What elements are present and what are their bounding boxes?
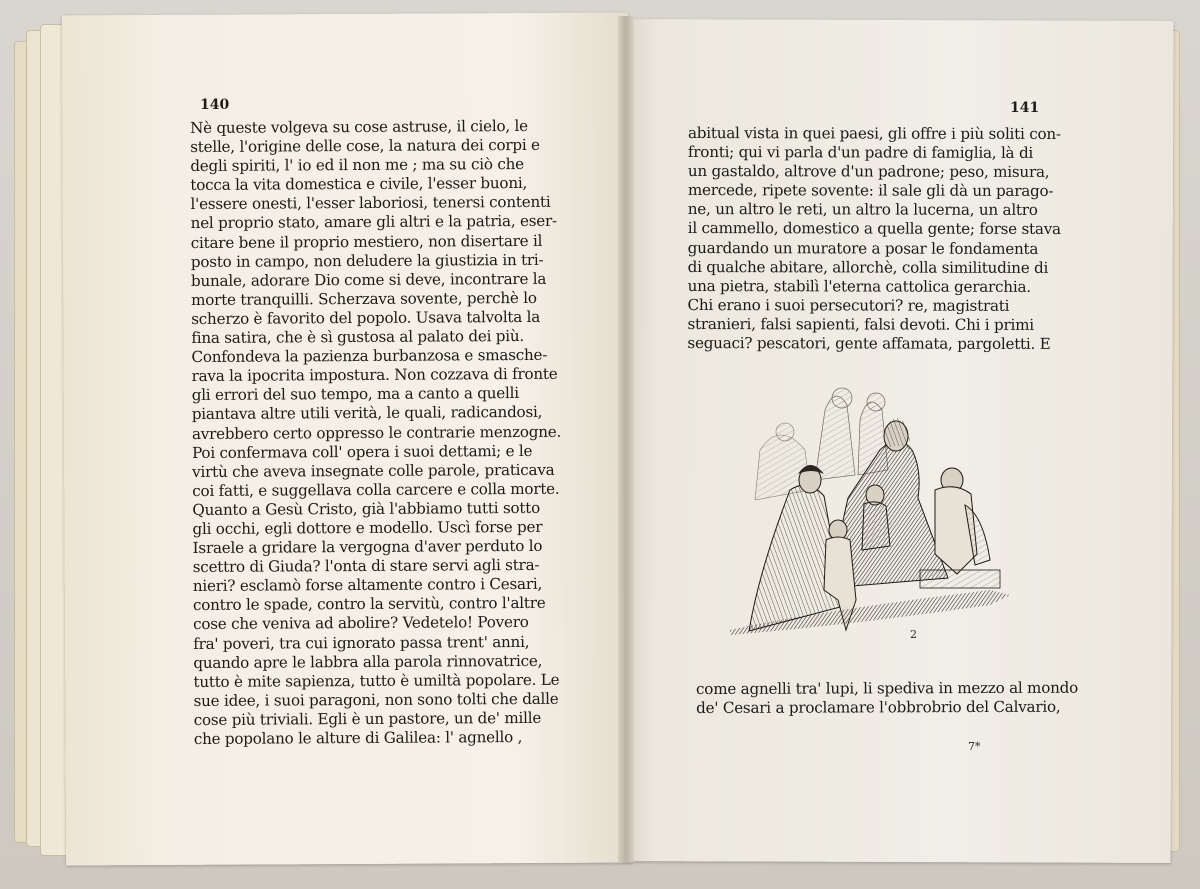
text-line: fina satira, che è sì gustosa al palato dei più. — [191, 326, 525, 348]
text-line: morte tranquilli. Scherzava sovente, perchè lo — [191, 288, 537, 309]
text-line: il cammello, domestico a quella gente; forse stava — [687, 219, 1061, 239]
text-line: scherzo è favorito del popolo. Usava talvolta la — [191, 307, 541, 328]
text-line: citare bene il proprio mestiero, non disertare il — [190, 231, 543, 252]
text-line: sue idee, i suoi paragoni, non sono tolti che dalle — [193, 689, 559, 710]
text-line: rava la ipocrita impostura. Non cozzava di fronte — [191, 364, 558, 386]
text-line: contro le spade, contro la servitù, contro l'altre — [192, 594, 546, 615]
text-line: Israele a gridare la vergogna d'aver perduto lo — [192, 536, 543, 558]
text-line: tocca la vita domestica e civile, l'esser buoni, — [190, 174, 528, 195]
right-page-number: 141 — [1010, 100, 1040, 116]
text-line: l'essere onesti, l'esser laboriosi, tenersi contenti — [190, 193, 551, 214]
text-line: stelle, l'origine delle cose, la natura dei corpi e — [190, 135, 540, 157]
text-line: di qualche abitare, allorchè, colla similitudine di — [687, 257, 1049, 277]
text-line: Poi confermava coll' opera i suoi dettami; e le — [191, 441, 533, 462]
right-page-text-top — [687, 124, 1061, 354]
text-line: quando apre le labbra alla parola rinnovatrice, — [193, 651, 543, 672]
text-line: avrebbero certo oppresso le contrarie menzogne. — [191, 422, 562, 443]
plate-mark: 2 — [910, 628, 917, 641]
text-line: abitual vista in quei paesi, gli offre i più soliti con- — [687, 124, 1061, 143]
text-line: mercede, ripete sovente: il sale gli dà un parago- — [687, 181, 1054, 201]
left-page-text — [190, 117, 563, 749]
book-gutter — [618, 16, 634, 862]
text-line: Confondeva la pazienza burbanzosa e smasche- — [191, 345, 548, 367]
text-line: scettro di Giuda? l'onta di stare servi agli stra- — [192, 556, 540, 577]
text-line: nieri? esclamò forse altamente contro i Cesari, — [192, 575, 543, 596]
text-line: virtù che aveva insegnate colle parole, praticava — [192, 460, 555, 481]
text-line: fronti; qui vi parla d'un padre di famiglia, là di — [687, 143, 1034, 162]
text-line: che popolano le alture di Galilea: l' agnello , — [193, 727, 523, 748]
text-line: stranieri, falsi sapienti, falsi devoti. Chi i primi — [687, 314, 1034, 334]
text-line: ne, un altro le reti, un altro la lucerna, un altro — [687, 200, 1038, 220]
engraving-christ-with-children — [730, 380, 1030, 645]
text-line: come agnelli tra' lupi, li spediva in mezzo al mondo — [696, 678, 1079, 698]
text-line: una pietra, stabilì l'eterna cattolica gerarchia. — [687, 276, 1031, 296]
text-line: cose che veniva ad abolire? Vedetelo! Povero — [193, 613, 529, 634]
left-page-number: 140 — [200, 97, 230, 113]
text-line: gli occhi, egli dottore e modello. Uscì forse per — [192, 517, 543, 538]
right-page-text-bottom — [696, 679, 1078, 719]
text-line: coi fatti, e suggellava colla carcere e colla morte. — [192, 479, 560, 500]
text-line: un gastaldo, altrove d'un padrone; peso, misura, — [687, 162, 1050, 182]
text-line: posto in campo, non deludere la giustizia in tri- — [190, 250, 544, 271]
text-line: cose più triviali. Egli è un pastore, un de' mille — [193, 708, 542, 729]
text-line: seguaci? pescatori, gente affamata, pargoletti. E — [687, 334, 1051, 353]
text-line: Quanto a Gesù Cristo, già l'abbiamo tutti sotto — [192, 498, 541, 519]
text-line: Nè queste volgeva su cose astruse, il cielo, le — [190, 116, 528, 137]
text-line: de' Cesari a proclamare l'obbrobrio del Calvario, — [696, 697, 1061, 718]
signature-mark: 7* — [968, 740, 981, 753]
text-line: guardando un muratore a posar le fondamenta — [687, 238, 1039, 258]
text-line: piantava altre utili verità, le quali, radicandosi, — [191, 403, 543, 424]
text-line: gli errori del suo tempo, ma a canto a quelli — [191, 384, 519, 405]
text-line: nel proprio stato, amare gli altri e la patria, eser- — [190, 212, 557, 233]
text-line: degli spiriti, l' io ed il non me ; ma su ciò che — [190, 155, 524, 176]
text-line: tutto è mite sapienza, tutto è umiltà popolare. Le — [193, 670, 560, 691]
text-line: Chi erano i suoi persecutori? re, magistrati — [687, 295, 1010, 315]
text-line: bunale, adorare Dio come si deve, incontrare la — [190, 269, 547, 290]
text-line: fra' poveri, tra cui ignorato passa trent' anni, — [193, 632, 530, 653]
